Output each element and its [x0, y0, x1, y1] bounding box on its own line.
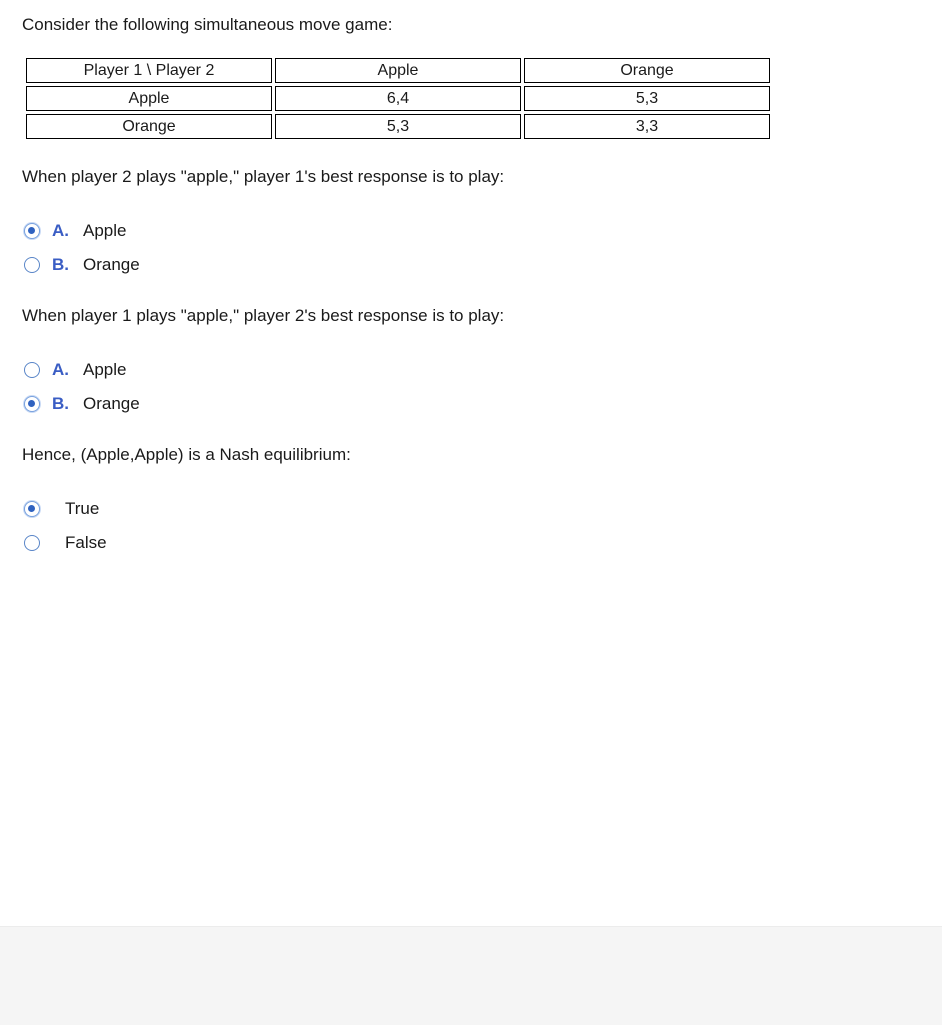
q1-option-a[interactable]	[24, 219, 126, 243]
option-letter: A.	[52, 221, 69, 240]
option-label: True	[65, 499, 100, 518]
table-cell: 5,3	[524, 86, 770, 111]
table-cell: 5,3	[275, 114, 521, 139]
radio-button[interactable]	[24, 396, 40, 412]
option-label: Orange	[83, 255, 140, 274]
option-label: Apple	[83, 360, 127, 379]
option-label: Apple	[83, 221, 127, 240]
payoff-table	[23, 55, 773, 142]
radio-button[interactable]	[24, 223, 40, 239]
table-header-cell: Player 1 \ Player 2	[26, 58, 272, 83]
table-cell: 6,4	[275, 86, 521, 111]
q1-option-b[interactable]	[24, 253, 140, 277]
radio-button[interactable]	[24, 535, 40, 551]
option-label: False	[65, 533, 107, 552]
table-cell: 3,3	[524, 114, 770, 139]
question-2-prompt: When player 1 plays "apple," player 2's best response is to play:	[22, 306, 505, 325]
question-3-prompt: Hence, (Apple,Apple) is a Nash equilibrium:	[22, 445, 351, 464]
table-row	[26, 58, 770, 83]
option-label: Orange	[83, 394, 140, 413]
question-1-prompt: When player 2 plays "apple," player 1's best response is to play:	[22, 167, 505, 186]
option-letter: B.	[52, 394, 69, 413]
table-header-cell: Apple	[275, 58, 521, 83]
intro-text: Consider the following simultaneous move game:	[22, 15, 393, 34]
footer-bar	[0, 926, 942, 1025]
radio-button[interactable]	[24, 362, 40, 378]
q3-option-false[interactable]	[24, 531, 107, 555]
option-letter: B.	[52, 255, 69, 274]
table-cell: Orange	[26, 114, 272, 139]
option-letter: A.	[52, 360, 69, 379]
q3-option-true[interactable]	[24, 497, 99, 521]
table-row	[26, 86, 770, 111]
table-row	[26, 114, 770, 139]
table-header-cell: Orange	[524, 58, 770, 83]
radio-button[interactable]	[24, 501, 40, 517]
q2-option-b[interactable]	[24, 392, 140, 416]
q2-option-a[interactable]	[24, 358, 126, 382]
table-cell: Apple	[26, 86, 272, 111]
radio-button[interactable]	[24, 257, 40, 273]
